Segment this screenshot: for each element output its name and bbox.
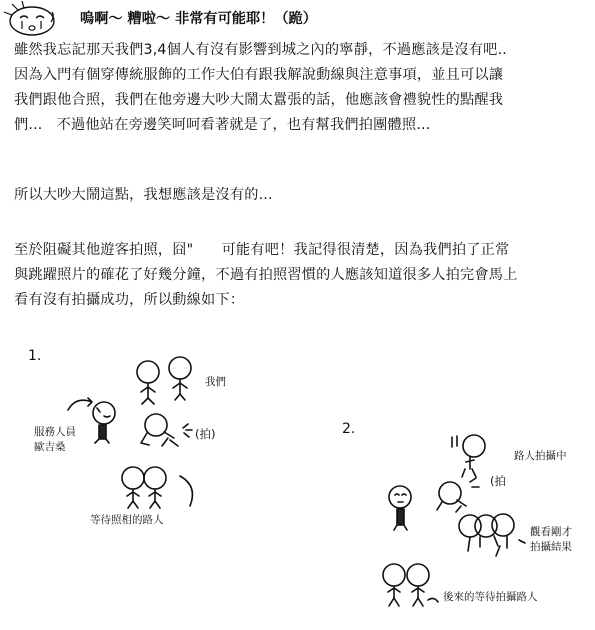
diagram-1-sketch [68,357,192,508]
label-waiting: 等待照相的路人 [90,514,164,526]
paragraph-3: 至於阻礙其他遊客拍照，囧" 可能有吧！我記得很清楚，因為我們拍了正常 與跳躍照片的確花了好幾分鐘，不過有拍照習慣的人應該知道很多人拍完會馬上 看有沒有拍攝成功，所以動線如下： [14,242,518,308]
label-later-waiting: 後來的等待拍攝路人 [443,591,538,603]
label-staff: 服務人員 歐吉桑 [34,426,76,453]
diagram-2-sketch [383,435,525,606]
label-viewing: 觀看剛才 拍攝結果 [530,526,572,553]
diagram-2-number: 2. [342,421,356,437]
paragraph-2: 所以大吵大鬧這點，我想應該是沒有的... [14,187,273,203]
paragraph-1: 雖然我忘記那天我們3,4個人有沒有影響到城之內的寧靜，不過應該是沒有吧.. 因為入門有個穿傳統服飾的工作大伯有跟我解說動線與注意事項，並且可以讓 我們跟他合照，我們在他旁邊大吵大鬧太囂張的話，他應該會禮貌性的點醒我 們... 不過他站在旁邊笑呵呵看著就是了，也有幫我們拍團體照... [14,42,507,133]
label-shoot: (拍) [195,427,216,441]
diagram-1-number: 1. [28,348,42,364]
label-we: 我們 [205,376,226,388]
label-passerby-shooting: 路人拍攝中 [514,450,567,462]
post-title: 嗚啊～ 糟啦～ 非常有可能耶！（跪） [80,11,317,27]
label-shoot-2: (拍 [490,474,506,488]
